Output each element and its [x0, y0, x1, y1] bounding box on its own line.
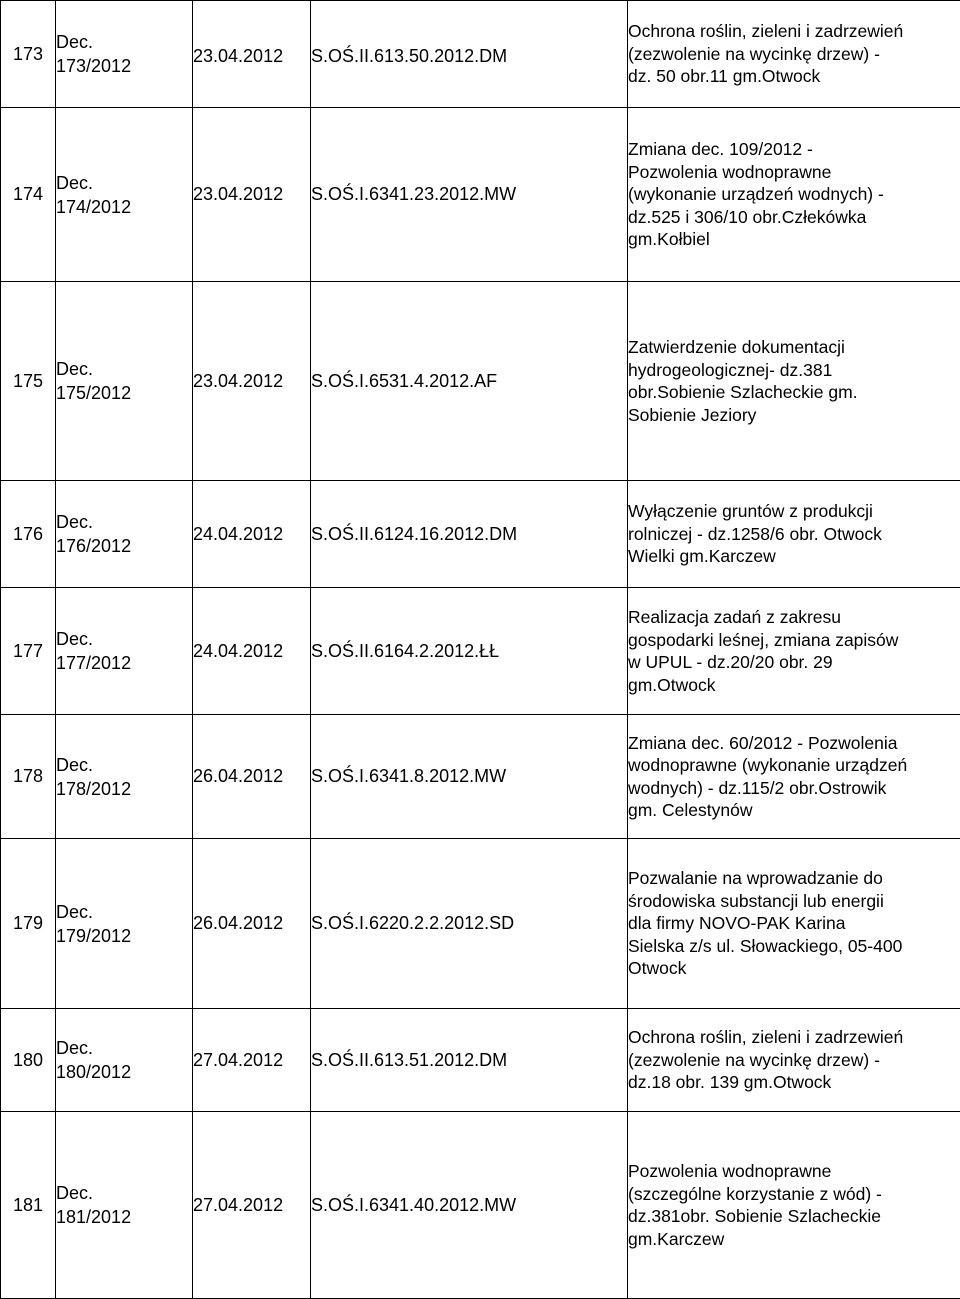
decision-cell: [56, 839, 193, 1009]
table-row: [1, 1, 960, 108]
table-row: [1, 1112, 960, 1299]
decision-cell: [56, 282, 193, 481]
table-body: [1, 1, 960, 1299]
row-number: 179: [1, 839, 56, 1009]
description-line: dz.18 obr. 139 gm.Otwock: [628, 1071, 960, 1094]
description-line: Pozwalanie na wprowadzanie do: [628, 867, 960, 890]
case-reference: S.OŚ.I.6341.40.2012.MW: [311, 1112, 628, 1299]
table-row: [1, 108, 960, 282]
description-line: dz.525 i 306/10 obr.Człekówka: [628, 206, 960, 229]
decision-label: Dec.: [56, 30, 192, 54]
decision-date: 26.04.2012: [193, 715, 311, 839]
decision-date: 23.04.2012: [193, 108, 311, 282]
description-line: wodnoprawne (wykonanie urządzeń: [628, 754, 960, 777]
decision-description: [628, 108, 960, 282]
description-line: Wielki gm.Karczew: [628, 545, 960, 568]
decision-cell: [56, 588, 193, 715]
description-line: Otwock: [628, 957, 960, 980]
description-line: Zmiana dec. 109/2012 -: [628, 138, 960, 161]
decision-description: [628, 481, 960, 588]
decision-description: [628, 1, 960, 108]
decision-label: Dec.: [56, 357, 192, 381]
row-number: 181: [1, 1112, 56, 1299]
table-row: [1, 588, 960, 715]
decision-cell: [56, 1112, 193, 1299]
decision-description: [628, 839, 960, 1009]
description-line: dz. 50 obr.11 gm.Otwock: [628, 65, 960, 88]
decision-date: 27.04.2012: [193, 1112, 311, 1299]
decision-label: Dec.: [56, 171, 192, 195]
table-row: [1, 282, 960, 481]
description-line: Zatwierdzenie dokumentacji: [628, 336, 960, 359]
description-line: gm.Otwock: [628, 674, 960, 697]
description-line: dla firmy NOVO-PAK Karina: [628, 912, 960, 935]
description-line: Ochrona roślin, zieleni i zadrzewień: [628, 20, 960, 43]
decision-date: 23.04.2012: [193, 282, 311, 481]
case-reference: S.OŚ.II.6164.2.2012.ŁŁ: [311, 588, 628, 715]
table-row: [1, 839, 960, 1009]
case-reference: S.OŚ.I.6341.23.2012.MW: [311, 108, 628, 282]
decision-number: 175/2012: [56, 381, 192, 405]
description-line: Ochrona roślin, zieleni i zadrzewień: [628, 1026, 960, 1049]
decision-cell: [56, 1, 193, 108]
description-line: hydrogeologicznej- dz.381: [628, 359, 960, 382]
description-line: gm. Celestynów: [628, 799, 960, 822]
decision-date: 24.04.2012: [193, 588, 311, 715]
row-number: 178: [1, 715, 56, 839]
description-line: gospodarki leśnej, zmiana zapisów: [628, 629, 960, 652]
row-number: 175: [1, 282, 56, 481]
table-row: [1, 715, 960, 839]
decision-description: [628, 588, 960, 715]
decision-cell: [56, 108, 193, 282]
decision-description: [628, 1112, 960, 1299]
case-reference: S.OŚ.II.613.50.2012.DM: [311, 1, 628, 108]
decision-cell: [56, 1009, 193, 1112]
description-line: wodnych) - dz.115/2 obr.Ostrowik: [628, 777, 960, 800]
row-number: 176: [1, 481, 56, 588]
decision-cell: [56, 481, 193, 588]
decision-label: Dec.: [56, 1036, 192, 1060]
case-reference: S.OŚ.II.613.51.2012.DM: [311, 1009, 628, 1112]
decision-description: [628, 1009, 960, 1112]
decision-number: 179/2012: [56, 924, 192, 948]
description-line: (wykonanie urządzeń wodnych) -: [628, 183, 960, 206]
description-line: gm.Kołbiel: [628, 228, 960, 251]
row-number: 174: [1, 108, 56, 282]
decision-label: Dec.: [56, 1181, 192, 1205]
row-number: 177: [1, 588, 56, 715]
row-number: 180: [1, 1009, 56, 1112]
description-line: (zezwolenie na wycinkę drzew) -: [628, 1049, 960, 1072]
decision-date: 26.04.2012: [193, 839, 311, 1009]
decision-number: 181/2012: [56, 1205, 192, 1229]
decision-number: 176/2012: [56, 534, 192, 558]
decision-number: 178/2012: [56, 777, 192, 801]
description-line: Sobienie Jeziory: [628, 404, 960, 427]
description-line: Wyłączenie gruntów z produkcji: [628, 500, 960, 523]
description-line: obr.Sobienie Szlacheckie gm.: [628, 381, 960, 404]
decision-cell: [56, 715, 193, 839]
case-reference: S.OŚ.I.6341.8.2012.MW: [311, 715, 628, 839]
description-line: (szczególne korzystanie z wód) -: [628, 1183, 960, 1206]
decision-date: 27.04.2012: [193, 1009, 311, 1112]
description-line: środowiska substancji lub energii: [628, 890, 960, 913]
description-line: (zezwolenie na wycinkę drzew) -: [628, 43, 960, 66]
description-line: Pozwolenia wodnoprawne: [628, 161, 960, 184]
description-line: Sielska z/s ul. Słowackiego, 05-400: [628, 935, 960, 958]
decision-number: 174/2012: [56, 195, 192, 219]
decision-date: 23.04.2012: [193, 1, 311, 108]
decision-description: [628, 282, 960, 481]
table-row: [1, 1009, 960, 1112]
description-line: Zmiana dec. 60/2012 - Pozwolenia: [628, 732, 960, 755]
description-line: Pozwolenia wodnoprawne: [628, 1160, 960, 1183]
decision-number: 177/2012: [56, 651, 192, 675]
case-reference: S.OŚ.I.6220.2.2.2012.SD: [311, 839, 628, 1009]
case-reference: S.OŚ.I.6531.4.2012.AF: [311, 282, 628, 481]
description-line: gm.Karczew: [628, 1228, 960, 1251]
decision-label: Dec.: [56, 627, 192, 651]
table-row: [1, 481, 960, 588]
decision-label: Dec.: [56, 753, 192, 777]
decision-number: 180/2012: [56, 1060, 192, 1084]
decision-description: [628, 715, 960, 839]
decision-number: 173/2012: [56, 54, 192, 78]
case-reference: S.OŚ.II.6124.16.2012.DM: [311, 481, 628, 588]
row-number: 173: [1, 1, 56, 108]
description-line: rolniczej - dz.1258/6 obr. Otwock: [628, 523, 960, 546]
description-line: dz.381obr. Sobienie Szlacheckie: [628, 1205, 960, 1228]
description-line: w UPUL - dz.20/20 obr. 29: [628, 651, 960, 674]
decision-label: Dec.: [56, 510, 192, 534]
decision-date: 24.04.2012: [193, 481, 311, 588]
description-line: Realizacja zadań z zakresu: [628, 606, 960, 629]
decision-label: Dec.: [56, 900, 192, 924]
